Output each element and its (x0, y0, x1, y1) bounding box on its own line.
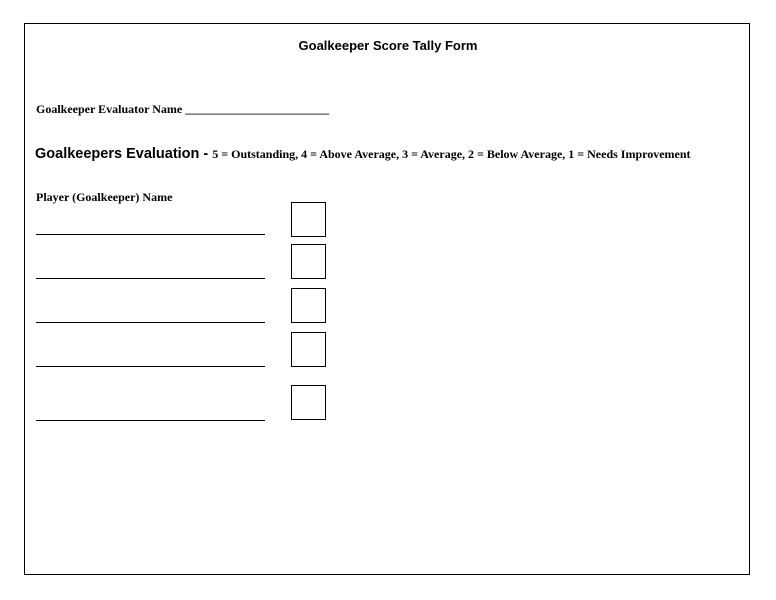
player-name-label: Player (Goalkeeper) Name (36, 190, 173, 204)
evaluation-instructions (35, 145, 691, 163)
player-name-line[interactable] (36, 278, 265, 279)
player-name-line[interactable] (36, 234, 265, 235)
evaluation-scale: 5 = Outstanding, 4 = Above Average, 3 = Average, 2 = Below Average, 1 = Needs Improvement (212, 147, 691, 161)
score-box[interactable] (291, 202, 326, 237)
evaluation-heading: Goalkeepers Evaluation - (35, 146, 213, 162)
evaluator-name-field[interactable]: Goalkeeper Evaluator Name ________________________ (36, 102, 330, 116)
score-box[interactable] (291, 332, 326, 367)
score-box[interactable] (291, 288, 326, 323)
player-name-line[interactable] (36, 366, 265, 367)
score-box[interactable] (291, 244, 326, 279)
score-box[interactable] (291, 385, 326, 420)
form-title: Goalkeeper Score Tally Form (298, 38, 478, 53)
player-name-line[interactable] (36, 420, 265, 421)
player-name-line[interactable] (36, 322, 265, 323)
